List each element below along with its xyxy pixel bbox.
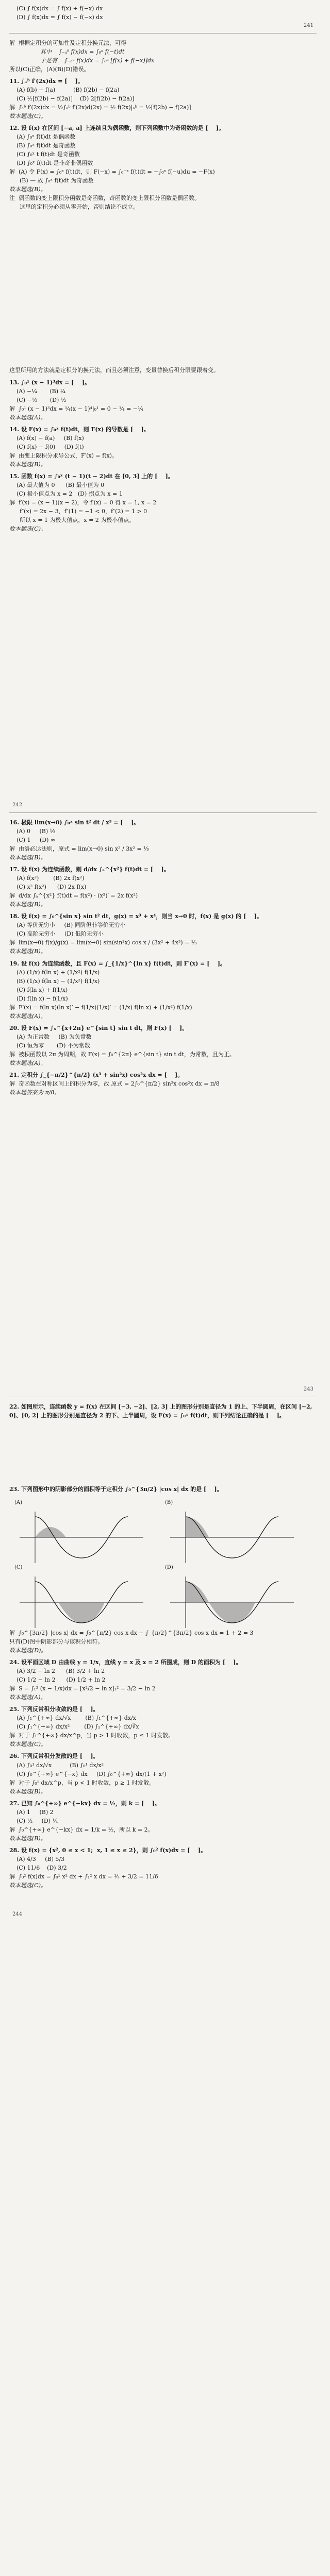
- option-line: (A) f(x) − f(a) (B) f(x): [16, 434, 84, 442]
- answer-line: 故本题选(B)。: [9, 901, 46, 908]
- option-line: (A) 3/2 − ln 2 (B) 3/2 + ln 2: [16, 1668, 105, 1675]
- option-line: (C) −½ (D) ½: [16, 396, 67, 403]
- option-line: (C) ∫₀ˣ t f(t)dt 是奇函数: [16, 151, 80, 158]
- option-line: (A) 1 (B) 2: [16, 1808, 54, 1816]
- solution-line: 解 ∫₀² f(x)dx = ∫₀¹ x² dx + ∫₁² x dx = ⅓ + 3/2 = 11/6: [9, 1873, 158, 1880]
- solution-line: 所以 x = 1 为极大值点，x = 2 为极小值点。: [20, 517, 135, 524]
- solution-line: (B) — 故 ∫₀ˣ f(t)dt 为奇函数: [20, 177, 94, 184]
- page-243: [9, 818, 317, 1397]
- option-line: (A) −¼ (B) ¼: [16, 387, 66, 395]
- solution-line: f″(x) = 2x − 3，f″(1) = −1 < 0，f″(2) = 1 > 0: [20, 508, 147, 515]
- page-number: 241: [303, 23, 314, 29]
- question-stem: 14. 设 F(x) = ∫₀ˣ f(t)dt，则 F(x) 的导数是 [ ]。: [9, 426, 150, 433]
- question-stem: 15. 函数 f(x) = ∫₀ˣ (t − 1)(t − 2)dt 在 [0, 3] 上的 [ ]。: [9, 473, 174, 480]
- option-line: (C) ½ (D) ¼: [16, 1817, 58, 1824]
- cosine-graph-c: [14, 1571, 148, 1633]
- option-line: (C) f(ln x) + f(1/x): [16, 986, 68, 993]
- answer-line: 故本题选(B)。: [9, 854, 46, 861]
- question-stem: 11. ∫ₐᵇ f′(2x)dx = [ ]。: [9, 77, 84, 84]
- answer-line: 故本题选(D)。: [9, 1647, 47, 1654]
- solution-line: 解 对于 ∫₀¹ dx/x^p，当 p < 1 时收敛，p ≥ 1 时发散。: [9, 1779, 155, 1786]
- solution-line: 解 由变上限积分求导公式，F′(x) = f(x)。: [9, 452, 118, 459]
- solution-line: 解 ∫ₐᵇ f′(2x)dx = ½∫ₐᵇ f′(2x)d(2x) = ½ f(2x)|ₐᵇ = ½[f(2b) − f(2a)]: [9, 104, 191, 111]
- option-line: (C) 11/6 (D) 3/2: [16, 1865, 67, 1872]
- solution-line: 解 lim(x→0) f(x)/g(x) = lim(x→0) sin(sin²x) cos x / (3x² + 4x³) = ⅓: [9, 939, 197, 946]
- question-stem: 24. 设平面区域 D 由曲线 y = 1/x，直线 y = x 及 x = 2 所围成，则 D 的面积为 [ ]。: [9, 1659, 242, 1666]
- solution-line: 只有(D)图中阴影部分与该积分相符。: [9, 1638, 104, 1645]
- answer-line: 故本题选(B)。: [9, 1835, 46, 1842]
- option-line: (A) 最大值为 0 (B) 最小值为 0: [16, 482, 105, 489]
- page-divider: [9, 812, 317, 813]
- question-stem: 20. 设 F(x) = ∫ₓ^{x+2π} e^{sin t} sin t dt，则 F(x) [ ]。: [9, 1024, 188, 1031]
- option-line: (C) ½[f(2b) − f(2a)] (D) 2[f(2b) − f(2a)]: [16, 95, 135, 102]
- option-line: (C) 恒为零 (D) 不为常数: [16, 1042, 90, 1049]
- page-number: 244: [12, 1911, 23, 1918]
- option-line: (C) ∫₀^{+∞} e^{−x} dx (D) ∫₀^{+∞} dx/(1 + x²): [16, 1770, 167, 1777]
- graph-b: [165, 1498, 303, 1560]
- question-stem: 13. ∫₀¹ (x − 1)³dx = [ ]。: [9, 379, 90, 386]
- question-stem: 21. 定积分 ∫_{−π/2}^{π/2} (x³ + sin²x) cos²x dx = [ ]。: [9, 1072, 184, 1079]
- question-stem: 12. 设 f(x) 在区间 [−a, a] 上连续且为偶函数，则下列函数中为奇函数的是 [ ]。: [9, 125, 225, 132]
- option-line: (A) 为正常数 (B) 为负常数: [16, 1033, 92, 1040]
- question-stem: 22. 如图所示，连续函数 y = f(x) 在区间 [−3, −2]、[2, 3] 上的图形分别是直径为 1 的上、下半圆周，在区间 [−2, 0]、[0, 2] 上的图形分别是直径为 2 的下、上半圆周，设 F(x) = ∫₀ˣ f(t)dt，则下列结论正确的是 [ ]。: [9, 1403, 315, 1419]
- text-line: 所以(C)正确，(A)(B)(D)错误。: [9, 65, 90, 73]
- answer-line: 故本题选(B)。: [9, 461, 46, 468]
- cosine-graph-a: [14, 1506, 148, 1568]
- solution-line: 解 由洛必达法则，原式 = lim(x→0) sin x² / 3x² = ⅓: [9, 845, 149, 852]
- cosine-graph-d: [165, 1571, 299, 1633]
- text-line: 解 根据定积分的可加性及定积分换元法，可得: [9, 39, 126, 46]
- option-line: (C) 高阶无穷小 (D) 低阶无穷小: [16, 930, 104, 938]
- answer-line: 故本题选(A)。: [9, 1060, 46, 1067]
- solution-line: 解 F′(x) = f(ln x)(ln x)′ − f(1/x)(1/x)′ = (1/x) f(ln x) + (1/x²) f(1/x): [9, 1004, 192, 1011]
- graph-label: (B): [165, 1499, 173, 1505]
- option-line: (A) f(b) − f(a) (B) f(2b) − f(2a): [16, 86, 120, 93]
- formula-line: 于是有 ∫₋ₐᵃ f(x)dx = ∫₀ᵃ [f(x) + f(−x)]dx: [40, 57, 155, 64]
- solution-line: 解 ∫₀^{3π/2} |cos x| dx = ∫₀^{π/2} cos x dx − ∫_{π/2}^{3π/2} cos x dx = 1 + 2 = 3: [9, 1629, 254, 1636]
- option-line: (A) 0 (B) ⅓: [16, 827, 56, 835]
- formula-line: 其中 ∫₋ₐ⁰ f(x)dx = ∫₀ᵃ f(−t)dt: [40, 48, 125, 55]
- option-line: (C) 1 (D) ∞: [16, 836, 56, 843]
- question-stem: 16. 极限 lim(x→0) ∫₀ˣ sin t² dt / x³ = [ ]。: [9, 819, 140, 826]
- graph-label: (A): [14, 1499, 23, 1505]
- option-line: (C) 极小值点为 x = 2 (D) 拐点为 x = 1: [16, 490, 123, 498]
- answer-line: 故本题选(B)。: [9, 1788, 46, 1795]
- option-line: (A) f(x²) (B) 2x f(x²): [16, 875, 85, 882]
- solution-line: 解 (A) 令 F(x) = ∫₀ˣ f(t)dt，则 F(−x) = ∫₀⁻ˣ f(t)dt = −∫₀ˣ f(−u)du = −F(x): [9, 168, 215, 176]
- answer-line: 故本题选(C)。: [9, 1882, 46, 1889]
- answer-line: 故本题选(B)。: [9, 186, 46, 193]
- graph-label: (D): [165, 1564, 173, 1570]
- option-line: (A) 4/3 (B) 5/3: [16, 1856, 65, 1862]
- solution-line: 解 对于 ∫₁^{+∞} dx/x^p，当 p > 1 时收敛，p ≤ 1 时发散。: [9, 1732, 174, 1739]
- question-stem: 23. 下列图形中的阴影部分的面积等于定积分 ∫₀^{3π/2} |cos x| dx 的是 [ ]。: [9, 1485, 223, 1493]
- graph-grid: [14, 1498, 303, 1624]
- solution-line: 解 d/dx ∫ₐ^{x²} f(t)dt = f(x²) · (x²)′ = 2x f(x²): [9, 892, 138, 900]
- page-number: 242: [12, 802, 23, 808]
- page-number: 243: [303, 1386, 314, 1393]
- graph-label: (C): [14, 1564, 23, 1570]
- solution-line: 解 ∫₀¹ (x − 1)³dx = ¼(x − 1)⁴|₀¹ = 0 − ¼ = −¼: [9, 405, 143, 412]
- answer-line: 故本题选(A)。: [9, 1694, 46, 1701]
- question-stem: 17. 设 f(x) 为连续函数，则 d/dx ∫ₐ^{x²} f(t)dt = [ ]。: [9, 866, 170, 873]
- solution-line: 解 被积函数以 2π 为周期，故 F(x) = ∫₀^{2π} e^{sin t} sin t dt，为常数，且为正。: [9, 1051, 235, 1058]
- answer-line: 故本题选(C)。: [9, 1741, 46, 1748]
- option-line: (B) ∫₀ˣ f(t)dt 是奇函数: [16, 142, 76, 149]
- solution-line: 解 S = ∫₁² (x − 1/x)dx = [x²/2 − ln x]₁² = 3/2 − ln 2: [9, 1685, 156, 1692]
- note-line: 这里的定积分必须从零开始，否则结论不成立。: [20, 204, 139, 211]
- answer-line: 故本题选(C)。: [9, 112, 46, 120]
- option-line: (D) ∫₀ˣ f(t)dt 是非奇非偶函数: [16, 160, 93, 167]
- solution-line: 解 ∫₀^{+∞} e^{−kx} dx = 1/k = ½，所以 k = 2。: [9, 1826, 154, 1833]
- answer-line: 故本题选(C)。: [9, 526, 46, 533]
- question-stem: 25. 下列反常积分收敛的是 [ ]。: [9, 1706, 99, 1713]
- answer-line: 故本题答案为 π/8。: [9, 1089, 60, 1096]
- note-line: 注 偶函数的变上限积分函数是奇函数，奇函数的变上限积分函数是偶函数。: [9, 195, 200, 202]
- solution-line: 解 f′(x) = (x − 1)(x − 2)，令 f′(x) = 0 得 x = 1, x = 2: [9, 499, 157, 506]
- option-line: (C) f(x) − f(0) (D) f(t): [16, 443, 84, 450]
- answer-line: 故本题选(B)。: [9, 948, 46, 955]
- option-line: (A) ∫₀¹ dx/√x (B) ∫₀¹ dx/x²: [16, 1761, 104, 1769]
- question-stem: 19. 设 f(x) 为连续函数，且 F(x) = ∫_{1/x}^{ln x} f(t)dt，则 F′(x) = [ ]。: [9, 960, 226, 967]
- option-line: (D) f(ln x) − f(1/x): [16, 995, 68, 1002]
- page-241: [9, 0, 317, 211]
- graph-c: [14, 1563, 153, 1624]
- answer-line: 故本题选(A)。: [9, 414, 46, 421]
- text-line: 这里所用的方法就是定积分的换元法，而且必须注意，变量替换后积分限要跟着变。: [9, 367, 219, 374]
- option-line: (A) ∫₀ˣ f(t)dt 是偶函数: [16, 133, 76, 141]
- option-line: (A) ∫₁^{+∞} dx/√x (B) ∫₁^{+∞} dx/x: [16, 1715, 136, 1722]
- option-line: (C) 1/2 − ln 2 (D) 1/2 + ln 2: [16, 1676, 106, 1684]
- graph-a: [14, 1498, 153, 1560]
- answer-line: 故本题选(A)。: [9, 1012, 46, 1020]
- question-stem: 28. 设 f(x) = {x², 0 ≤ x < 1; x, 1 ≤ x ≤ 2}，则 ∫₀² f(x)dx = [ ]。: [9, 1846, 206, 1854]
- option-line: (A) 等价无穷小 (B) 同阶但非等价无穷小: [16, 922, 126, 929]
- text-line: (D) ∫ f(x)dx = ∫ f(x) − f(−x) dx: [16, 14, 103, 21]
- graph-d: [165, 1563, 303, 1624]
- solution-line: 解 奇函数在对称区间上的积分为零，故 原式 = 2∫₀^{π/2} sin²x cos²x dx = π/8: [9, 1080, 220, 1088]
- option-line: (B) (1/x) f(ln x) − (1/x²) f(1/x): [16, 977, 100, 985]
- option-line: (C) x² f(x²) (D) 2x f(x): [16, 884, 87, 891]
- question-stem: 26. 下列反常积分发散的是 [ ]。: [9, 1753, 99, 1760]
- page-242: [9, 366, 317, 812]
- option-line: (A) (1/x) f(ln x) + (1/x²) f(1/x): [16, 969, 100, 976]
- text-line: (C) ∫ f(x)dx = ∫ f(x) + f(−x) dx: [16, 5, 103, 12]
- option-line: (C) ∫₁^{+∞} dx/x² (D) ∫₁^{+∞} dx/∛x: [16, 1723, 139, 1731]
- question-stem: 27. 已知 ∫₀^{+∞} e^{−kx} dx = ½，则 k = [ ]。: [9, 1800, 160, 1807]
- question-stem: 18. 设 f(x) = ∫₀^{sin x} sin t² dt，g(x) = x³ + x⁴，则当 x→0 时，f(x) 是 g(x) 的 [ ]。: [9, 913, 262, 920]
- page-244: [9, 1402, 317, 1919]
- cosine-graph-b: [165, 1506, 299, 1568]
